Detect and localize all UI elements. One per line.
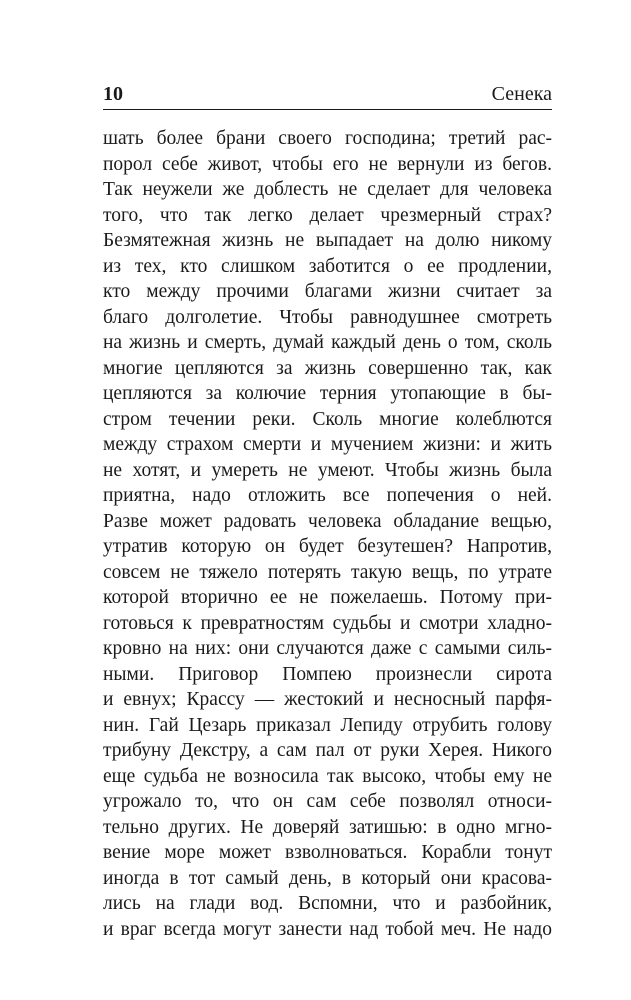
text-line: шать более брани своего господина; третий рас-	[103, 128, 552, 149]
text-line: вение море может взволноваться. Корабли тонут	[103, 842, 552, 863]
header-rule	[103, 109, 552, 110]
text-line: нин. Гай Цезарь приказал Лепиду отрубить голову	[103, 714, 552, 736]
text-line: ными. Приговор Помпею произнесли сирота	[103, 663, 552, 685]
text-line: угрожало то, что он сам себе позволял относи-	[103, 791, 552, 812]
text-line: совсем не тяжело потерять такую вещь, по утрате	[103, 561, 552, 583]
text-line: на жизнь и смерть, думай каждый день о том, сколь	[103, 332, 552, 353]
text-line: утратив которую он будет безутешен? Напротив,	[103, 536, 552, 557]
text-line: Так неужели же доблесть не сделает для человека	[103, 179, 552, 200]
text-line: благо долголетие. Чтобы равнодушнее смотреть	[103, 306, 552, 328]
text-line: Безмятежная жизнь не выпадает на долю никому	[103, 230, 552, 251]
text-line: иногда в тот самый день, в который они красова-	[103, 867, 552, 889]
text-line: которой вторично ее не пожелаешь. Потому при-	[103, 587, 552, 608]
text-line: кровно на них: они случаются даже с самыми силь-	[103, 638, 552, 659]
text-line: и евнух; Крассу — жестокий и несносный парфя-	[103, 689, 552, 710]
text-line: Разве может радовать человека обладание вещью,	[103, 510, 552, 532]
text-line: кто между прочими благами жизни считает за	[103, 281, 552, 302]
text-line: еще судьба не возносила так высоко, чтобы ему не	[103, 765, 552, 787]
text-line: готовься к превратностям судьбы и смотри хладно-	[103, 612, 552, 634]
text-line: цепляются за колючие терния утопающие в бы-	[103, 383, 552, 404]
text-line: того, что так легко делает чрезмерный страх?	[103, 204, 552, 226]
page-header	[103, 82, 552, 106]
text-line: и враг всегда могут занести над тобой меч. Не надо	[103, 918, 552, 940]
text-line: многие цепляются за жизнь совершенно так, как	[103, 357, 552, 379]
text-line: из тех, кто слишком заботится о ее продлении,	[103, 255, 552, 277]
running-head-title: Сенека	[491, 83, 552, 105]
text-line: лись на глади вод. Вспомни, что и разбойник,	[103, 893, 552, 914]
text-line: тельно других. Не доверяй затишью: в одно мгно-	[103, 816, 552, 838]
text-line: стром течении реки. Сколь многие колеблются	[103, 408, 552, 430]
body-text	[103, 126, 552, 942]
text-line: приятна, надо отложить все попечения о ней.	[103, 485, 552, 506]
text-line: трибуну Декстру, а сам пал от руки Херея. Никого	[103, 740, 552, 761]
page-number: 10	[103, 83, 123, 105]
text-line: между страхом смерти и мучением жизни: и жить	[103, 434, 552, 455]
text-line: порол себе живот, чтобы его не вернули из бегов.	[103, 153, 552, 175]
text-line: не хотят, и умереть не умеют. Чтобы жизнь была	[103, 459, 552, 481]
